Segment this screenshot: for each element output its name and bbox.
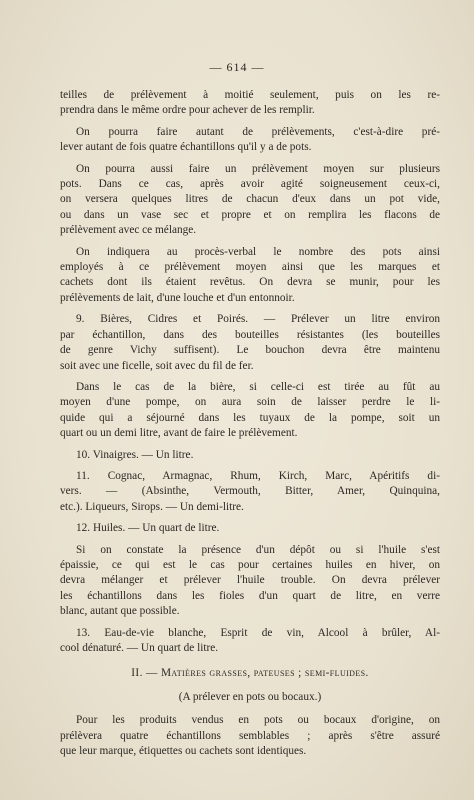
section-heading: II. — Matières grasses, pateuses ; semi-fluides. bbox=[131, 667, 369, 680]
text-line: épaissie, ce qui est le cas pour certaines huiles en hiver, on bbox=[60, 558, 440, 571]
text-line: On indiquera au procès-verbal le nombre des pots ainsi bbox=[76, 245, 440, 258]
text-line: lever autant de fois quatre échantillons qu'il y a de pots. bbox=[60, 141, 312, 154]
text-line: 12. Huiles. — Un quart de litre. bbox=[76, 522, 220, 535]
text-line: quide qui a séjourné dans les tuyaux de la pompe, soit un bbox=[60, 411, 440, 424]
text-line: prendra dans le même ordre pour achever de les remplir. bbox=[60, 104, 315, 117]
paragraph bbox=[60, 312, 440, 374]
text-line: moyen d'une pompe, on aura soin de laisser perdre le li- bbox=[60, 396, 440, 409]
text-line: 11. Cognac, Armagnac, Rhum, Kirch, Marc, Apéritifs di- bbox=[76, 469, 440, 482]
text-line: On pourra faire autant de prélèvements, c'est-à-dire pré- bbox=[76, 125, 440, 138]
text-line: par échantillon, dans des bouteilles résistantes (les bouteilles bbox=[60, 328, 440, 341]
text-line: devra mélanger et prélever l'huile trouble. On devra prélever bbox=[60, 574, 440, 587]
text-line: les échantillons dans les fioles d'un quart de litre, en verre bbox=[60, 589, 440, 602]
paragraph bbox=[60, 626, 440, 657]
text-line: quart ou un demi litre, avant de faire le prélèvement. bbox=[60, 427, 298, 440]
paragraph bbox=[60, 380, 440, 442]
text-line: prélèvement avec ce mélange. bbox=[60, 224, 197, 237]
text-line: on versera quelques litres de chacun d'eux dans un pot vide, bbox=[60, 193, 440, 206]
text-line: ou dans un vase sec et propre et on remplira les flacons de bbox=[60, 208, 440, 221]
page-number: — 614 — bbox=[209, 60, 265, 74]
text-line: 10. Vinaigres. — Un litre. bbox=[76, 448, 194, 461]
paragraph bbox=[60, 543, 440, 620]
paragraph bbox=[60, 88, 440, 119]
text-line: que leur marque, étiquettes ou cachets sont identiques. bbox=[60, 745, 307, 758]
text-line: 9. Bières, Cidres et Poirés. — Prélever un litre environ bbox=[76, 313, 440, 326]
paragraph bbox=[60, 162, 440, 239]
text-line: Pour les produits vendus en pots ou bocaux d'origine, on bbox=[76, 714, 440, 727]
paragraph bbox=[60, 448, 440, 463]
text-line: vers. — (Absinthe, Vermouth, Bitter, Amer, Quinquina, bbox=[60, 485, 440, 498]
text-line: etc.). Liqueurs, Sirops. — Un demi-litre. bbox=[60, 500, 244, 513]
text-line: blanc, autant que possible. bbox=[60, 605, 180, 618]
paragraph bbox=[60, 245, 440, 307]
closing-paragraph bbox=[60, 713, 440, 759]
text-line: pots. Dans ce cas, après avoir agité soigneusement ceux-ci, bbox=[60, 178, 440, 191]
text-line: de genre Vichy suffisent). Le bouchon devra être maintenu bbox=[60, 344, 440, 357]
paragraph bbox=[60, 469, 440, 515]
paragraph bbox=[60, 125, 440, 156]
text-line: Si on constate la présence d'un dépôt ou si l'huile s'est bbox=[76, 543, 440, 556]
text-line: Dans le cas de la bière, si celle-ci est tirée au fût au bbox=[76, 380, 440, 393]
document-body bbox=[60, 88, 440, 759]
text-line: teilles de prélèvement à moitié seulement, puis on les re- bbox=[60, 89, 440, 101]
text-line: cachets dont ils étaient revêtus. On devra se munir, pour les bbox=[60, 276, 440, 289]
text-line: employés à ce prélèvement moyen ainsi que les marques et bbox=[60, 261, 440, 274]
section-subheading: (A prélever en pots ou bocaux.) bbox=[178, 690, 322, 703]
text-line: prélèvements de lait, d'une louche et d'un entonnoir. bbox=[60, 291, 295, 304]
text-line: prélèvera quatre échantillons semblables ; après s'être assuré bbox=[60, 729, 440, 742]
text-line: 13. Eau-de-vie blanche, Esprit de vin, Alcool à brûler, Al- bbox=[76, 626, 440, 639]
text-line: soit avec une ficelle, soit avec du fil de fer. bbox=[60, 359, 254, 372]
text-line: cool dénaturé. — Un quart de litre. bbox=[60, 642, 219, 654]
paragraph bbox=[60, 521, 440, 536]
text-line: On pourra aussi faire un prélèvement moyen sur plusieurs bbox=[76, 162, 440, 175]
